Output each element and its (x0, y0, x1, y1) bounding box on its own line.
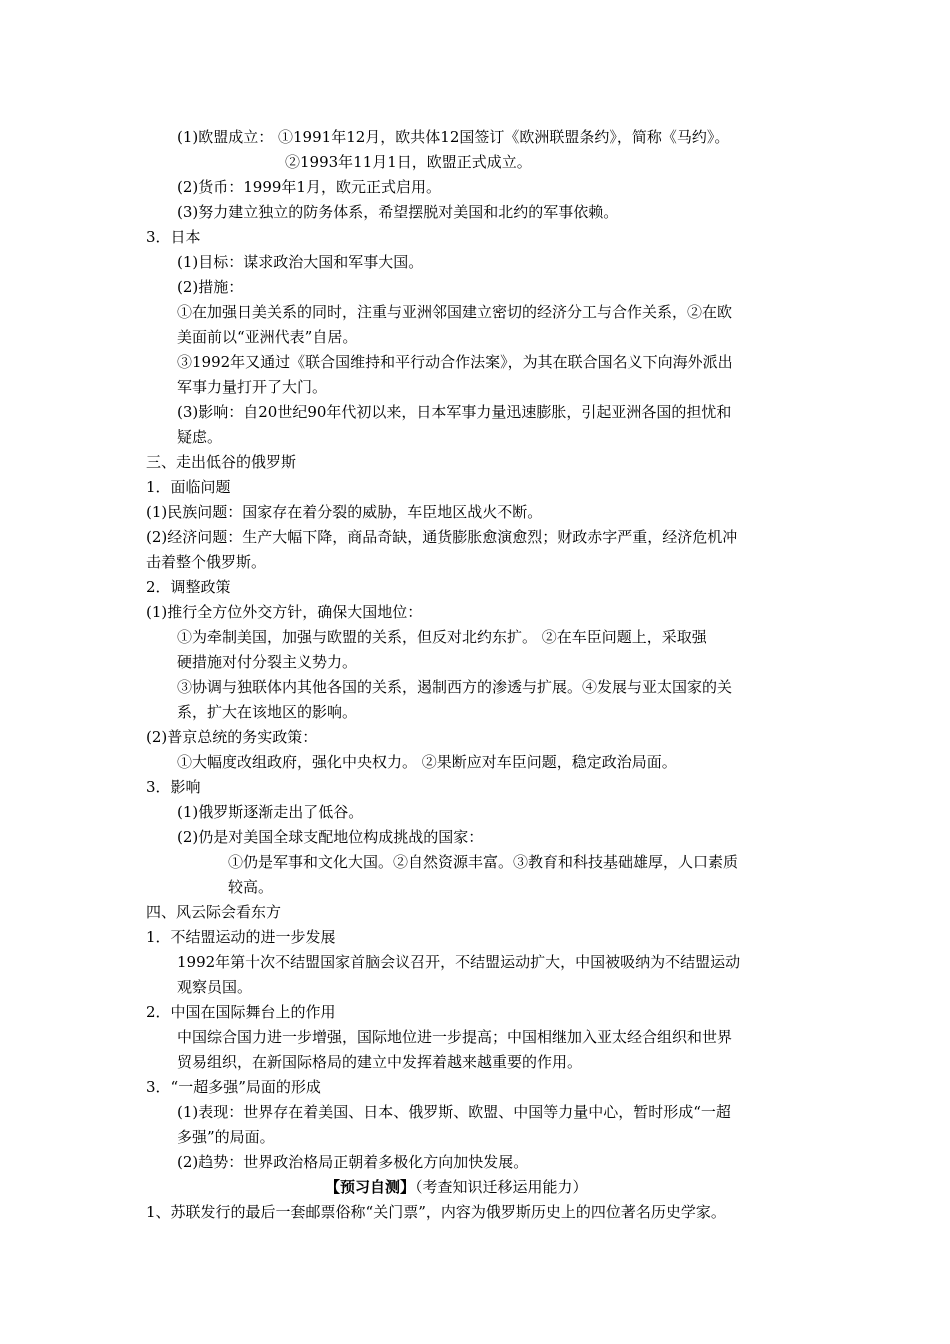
text-line: (1)欧盟成立： ①1991年12月，欧共体12国签订《欧洲联盟条约》，简称《马约》。 (177, 128, 730, 146)
preview-test-heading (325, 1177, 588, 1197)
text-line: 较高。 (228, 878, 274, 896)
subsection-heading: 3．影响 (146, 778, 201, 796)
text-line: ②1993年11月1日，欧盟正式成立。 (285, 153, 532, 171)
text-line: (1)表现：世界存在着美国、日本、俄罗斯、欧盟、中国等力量中心，暂时形成“一超 (177, 1103, 731, 1121)
subsection-heading: 1．面临问题 (146, 478, 231, 496)
text-line: (3)影响：自20世纪90年代初以来，日本军事力量迅速膨胀，引起亚洲各国的担忧和 (177, 403, 732, 421)
subsection-heading: 2．中国在国际舞台上的作用 (146, 1003, 336, 1021)
text-line: (3)努力建立独立的防务体系，希望摆脱对美国和北约的军事依赖。 (177, 203, 619, 221)
text-line: ①大幅度改组政府，强化中央权力。 ②果断应对车臣问题，稳定政治局面。 (177, 753, 677, 771)
text-line: 多强”的局面。 (177, 1128, 275, 1146)
text-line: 疑虑。 (177, 428, 223, 446)
text-line: 军事力量打开了大门。 (177, 378, 328, 396)
text-line: ①为牵制美国，加强与欧盟的关系，但反对北约东扩。 ②在车臣问题上，采取强 (177, 628, 707, 646)
question-line: 1、苏联发行的最后一套邮票俗称“关门票”，内容为俄罗斯历史上的四位著名历史学家。 (146, 1203, 726, 1221)
preview-test-title: 【预习自测】 (325, 1178, 416, 1196)
text-line: (1)俄罗斯逐渐走出了低谷。 (177, 803, 364, 821)
section-heading: 3．日本 (146, 228, 201, 246)
text-line: (2)货币：1999年1月，欧元正式启用。 (177, 178, 441, 196)
text-line: 1992年第十次不结盟国家首脑会议召开，不结盟运动扩大，中国被吸纳为不结盟运动 (177, 953, 741, 971)
section-heading: 四、风云际会看东方 (146, 903, 282, 921)
subsection-heading: 2．调整政策 (146, 578, 231, 596)
subsection-heading: 3．“一超多强”局面的形成 (146, 1078, 321, 1096)
text-line: (1)民族问题：国家存在着分裂的威胁，车臣地区战火不断。 (146, 503, 543, 521)
section-heading: 三、走出低谷的俄罗斯 (146, 453, 297, 471)
text-line: 贸易组织，在新国际格局的建立中发挥着越来越重要的作用。 (177, 1053, 583, 1071)
text-line: ①在加强日美关系的同时，注重与亚洲邻国建立密切的经济分工与合作关系，②在欧 (177, 303, 733, 321)
text-line: 硬措施对付分裂主义势力。 (177, 653, 358, 671)
text-line: (2)经济问题：生产大幅下降，商品奇缺，通货膨胀愈演愈烈；财政赤字严重，经济危机冲 (146, 528, 738, 546)
text-line: 系，扩大在该地区的影响。 (177, 703, 358, 721)
text-line: 观察员国。 (177, 978, 253, 996)
text-line: (2)措施： (177, 278, 244, 296)
text-line: 击着整个俄罗斯。 (146, 553, 267, 571)
text-line: (1)推行全方位外交方针，确保大国地位： (146, 603, 423, 621)
text-line: 美面前以“亚洲代表”自居。 (177, 328, 358, 346)
preview-test-subtitle: （考查知识迁移运用能力） (415, 1178, 588, 1196)
text-line: (2)趋势：世界政治格局正朝着多极化方向加快发展。 (177, 1153, 529, 1171)
text-line: (2)仍是对美国全球支配地位构成挑战的国家： (177, 828, 484, 846)
text-line: ③1992年又通过《联合国维持和平行动合作法案》，为其在联合国名义下向海外派出 (177, 353, 733, 371)
subsection-heading: 1．不结盟运动的进一步发展 (146, 928, 336, 946)
text-line: ①仍是军事和文化大国。②自然资源丰富。③教育和科技基础雄厚，人口素质 (228, 853, 739, 871)
text-line: (2)普京总统的务实政策： (146, 728, 318, 746)
text-line: ③协调与独联体内其他各国的关系，遏制西方的渗透与扩展。④发展与亚太国家的关 (177, 678, 733, 696)
text-line: 中国综合国力进一步增强，国际地位进一步提高；中国相继加入亚太经合组织和世界 (177, 1028, 733, 1046)
text-line: (1)目标：谋求政治大国和军事大国。 (177, 253, 424, 271)
